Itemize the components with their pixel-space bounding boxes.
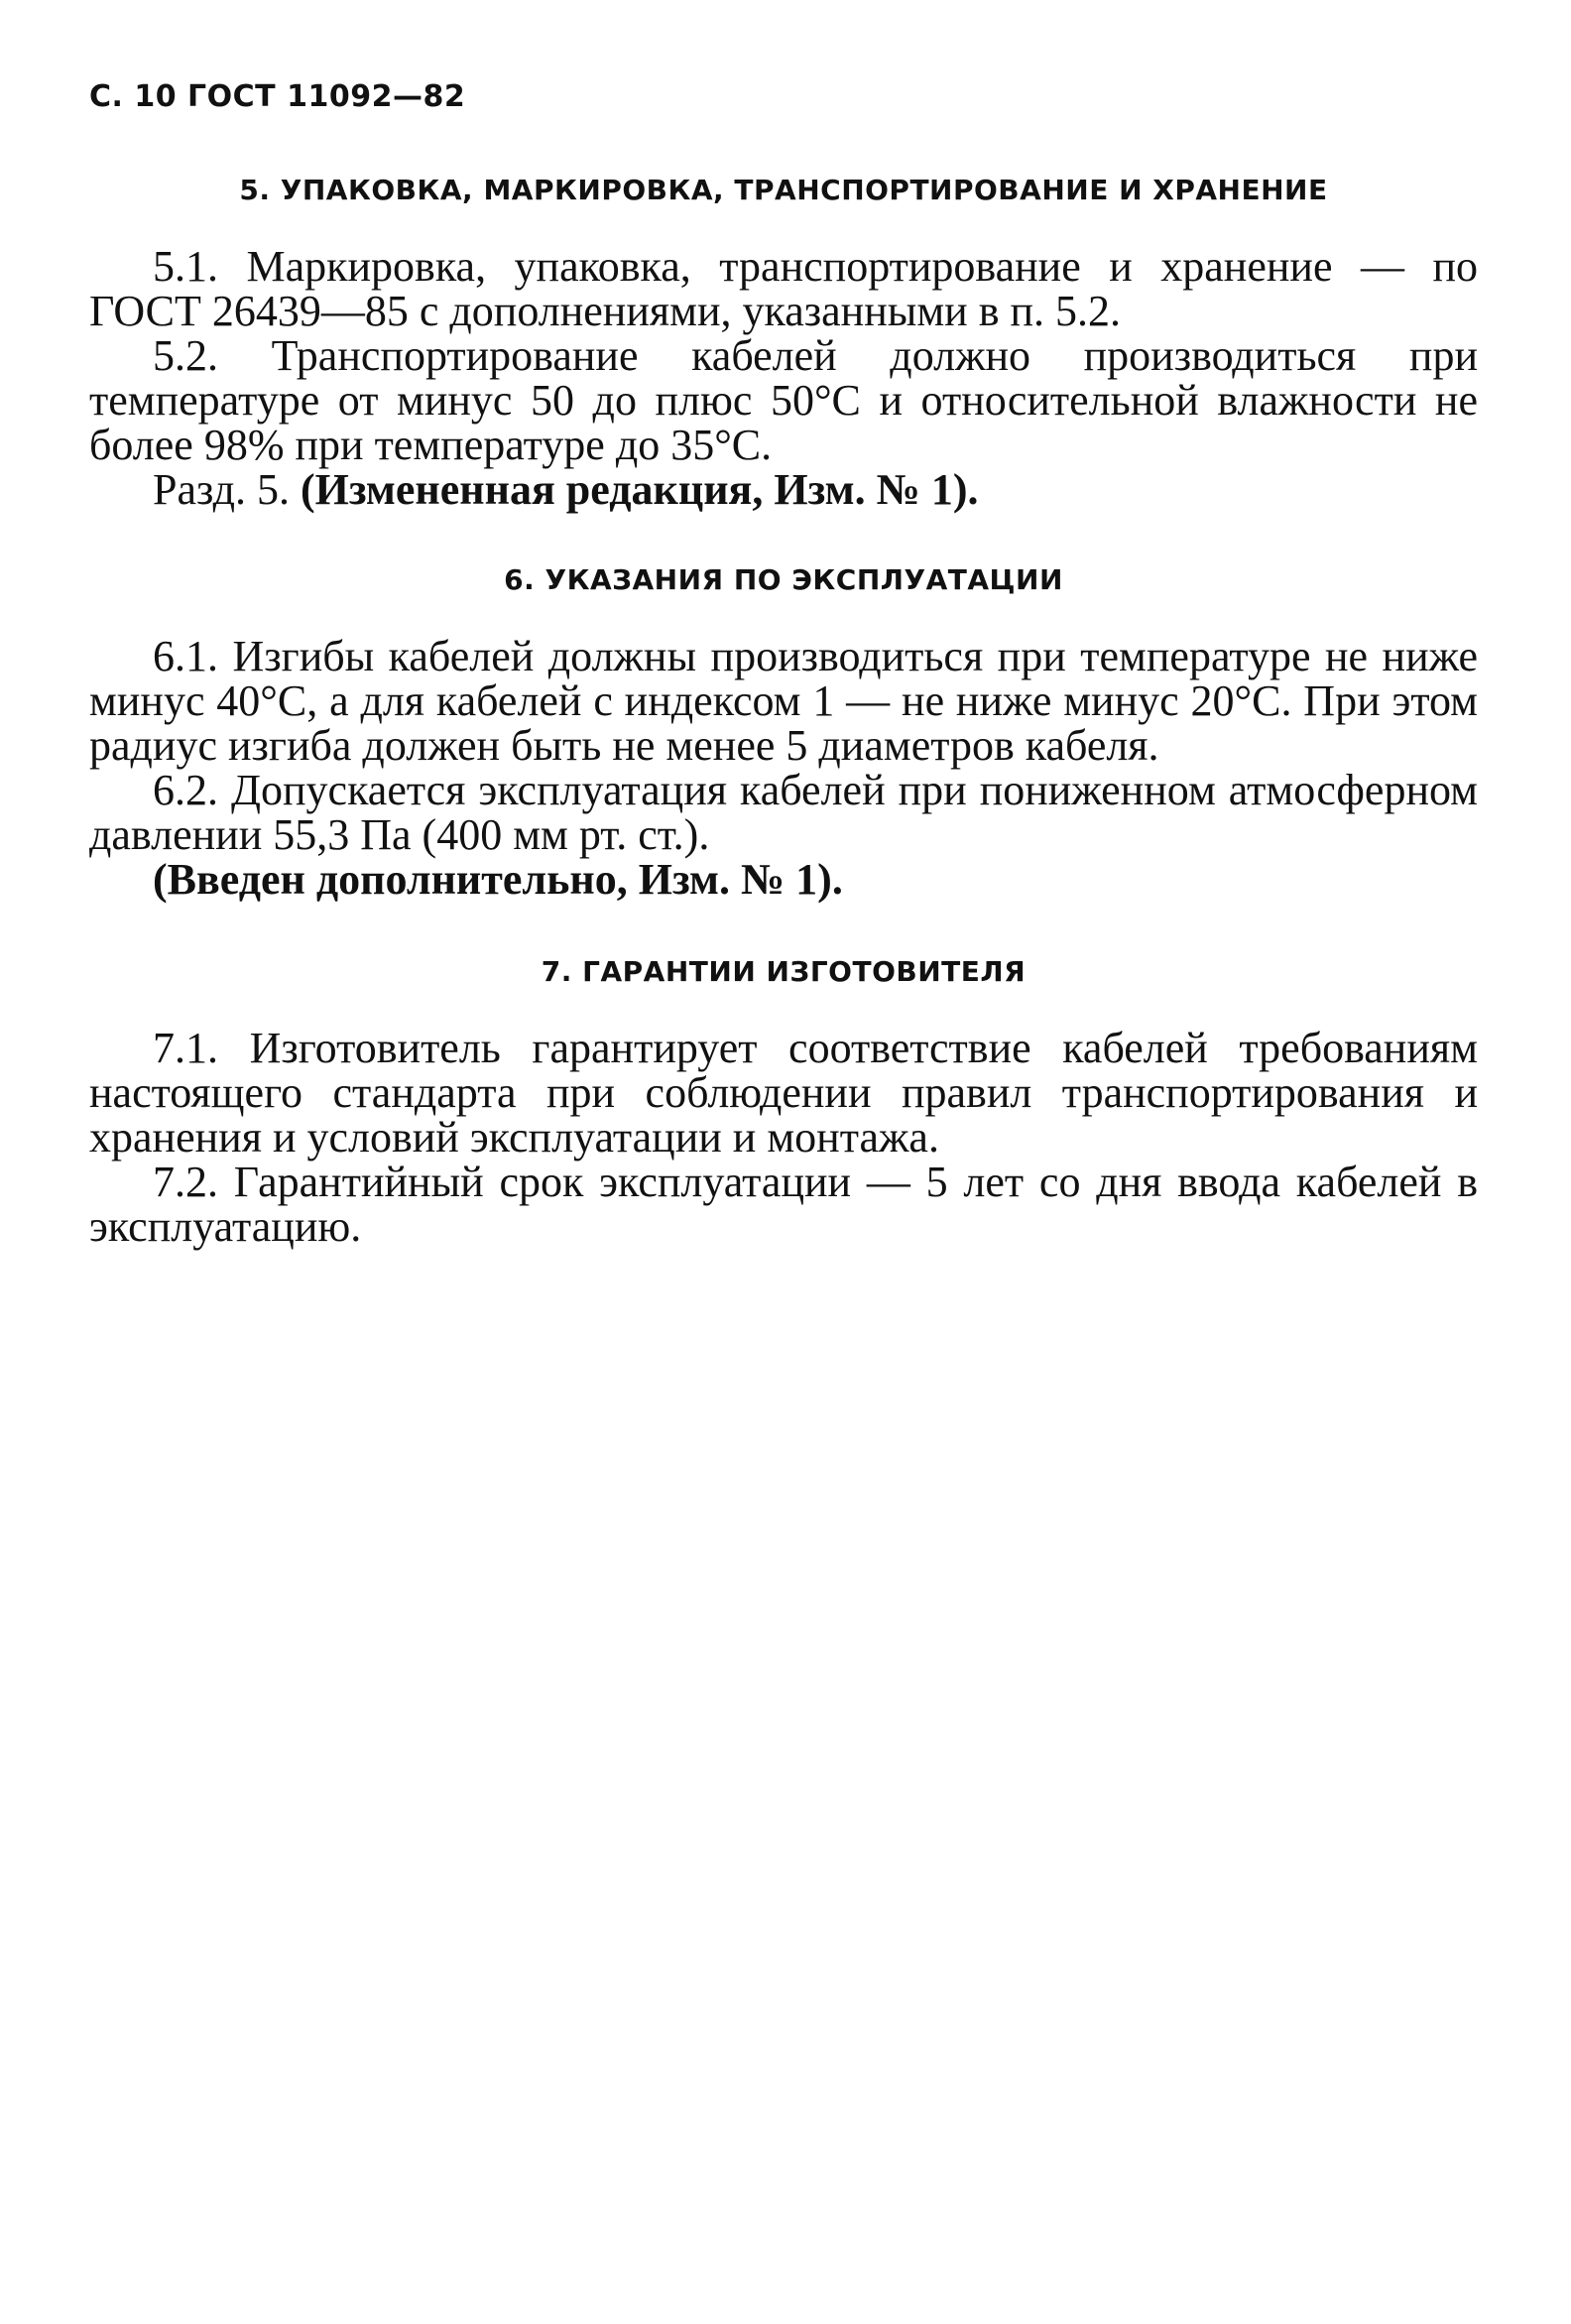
section-heading: 7. ГАРАНТИИ ИЗГОТОВИТЕЛЯ [541, 955, 1027, 988]
note-prefix: Разд. 5. [153, 465, 301, 514]
paragraph-7-2: 7.2. Гарантийный срок эксплуатации — 5 лет со дня ввода кабелей в эксплуатацию. [89, 1158, 1478, 1251]
paragraph-6-1: 6.1. Изгибы кабелей должны производиться при температуре не ниже минус 40°С, а для кабелей с индексом 1 — не ниже минус 20°С. При этом радиус изгиба должен быть не менее 5 диаметров кабеля. [89, 632, 1478, 770]
paragraph-7-1: 7.1. Изготовитель гарантирует соответствие кабелей требованиям настоящего стандарта при соблюдении правил транспортирования и хранения и условий эксплуатации и монтажа. [89, 1024, 1478, 1162]
section-6 [89, 563, 1478, 902]
paragraph-6-2: 6.2. Допускается эксплуатация кабелей при пониженном атмосферном давлении 55,3 Па (400 мм рт. ст.). [89, 766, 1478, 859]
section-7 [89, 955, 1478, 1249]
paragraph-5-2: 5.2. Транспортирование кабелей должно производиться при температуре от минус 50 до плюс 50°С и относительной влажности не более 98% при температуре до 35°С. [89, 331, 1478, 469]
paragraph-5-1: 5.1. Маркировка, упаковка, транспортирование и хранение — по ГОСТ 26439—85 с дополнениями, указанными в п. 5.2. [89, 242, 1478, 335]
section-heading: 5. УПАКОВКА, МАРКИРОВКА, ТРАНСПОРТИРОВАНИЕ И ХРАНЕНИЕ [239, 174, 1328, 206]
amendment-note [89, 467, 1478, 512]
document-page [89, 79, 1478, 1249]
section-heading: 6. УКАЗАНИЯ ПО ЭКСПЛУАТАЦИИ [504, 563, 1063, 596]
section-5 [89, 174, 1478, 512]
note-bold: (Измененная редакция, Изм. № 1). [300, 465, 979, 514]
amendment-note [89, 857, 1478, 902]
page-header: С. 10 ГОСТ 11092—82 [89, 79, 466, 114]
note-bold: (Введен дополнительно, Изм. № 1). [153, 855, 843, 904]
